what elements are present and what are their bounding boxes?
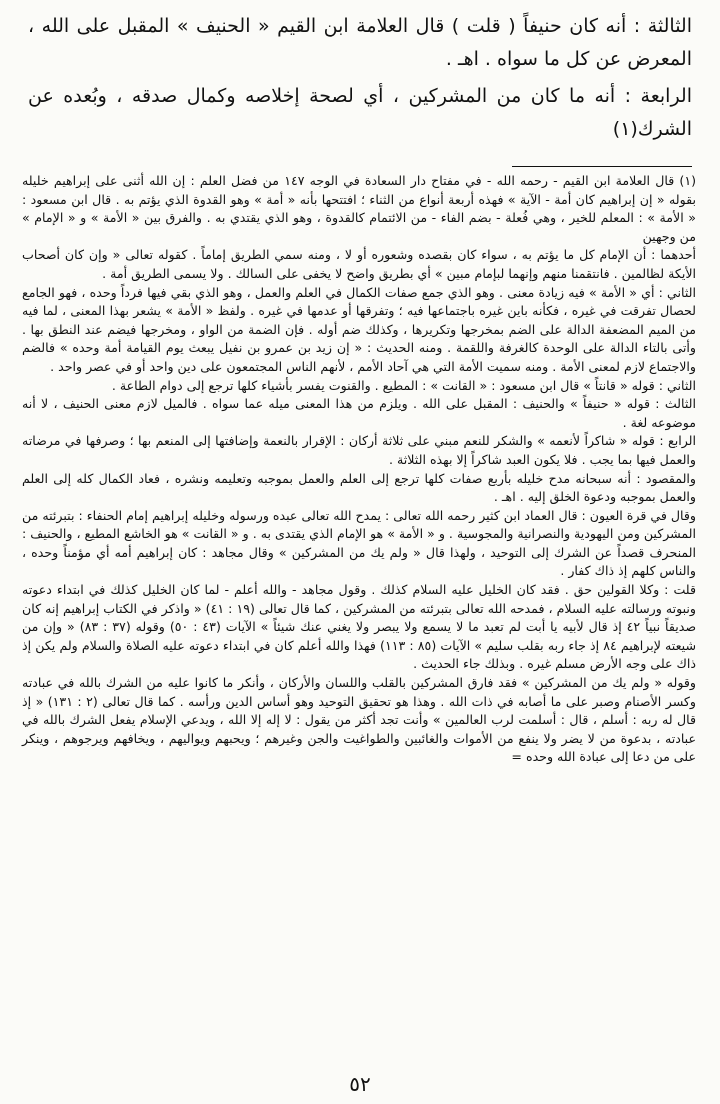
- footnote-paragraph: قلت : وكلا القولين حق . فقد كان الخليل عليه السلام كذلك . وقول مجاهد - والله أعلم - لما كان الخليل كذلك في ابتداء دعوته ونبوته ورسالته عليه السلام ، فمدحه الله تعالى بتبرئته من المشركين ، كما قال تعالى (١٩ : ٤١) « واذكر في الكتاب إبراهيم إنه كان صديقاً نبياً ٤٢ إذ قال لأبيه يا أبت لم تعبد ما لا يسمع ولا يبصر ولا يغني عنك شيئاً » الآيات (٤٣ : ٥٠) وقوله (٣٧ : ٨٣) « وإن من شيعته لإبراهيم ٨٤ إذ جاء ربه بقلب سليم » الآيات (٨٥ : ١١٣) فهذا والله أعلم كان في ابتداء دعوته عليه الصلاة والسلام ولم يكن إذ ذاك على وجه الأرض مسلم غيره . وبذلك جاء الحديث .: [22, 582, 697, 672]
- footnote-paragraph: والمقصود : أنه سبحانه مدح خليله بأربع صفات كلها ترجع إلى العلم والعمل بموجبه وتعليمه ونشره ، فعاد الكمال كله إلى العلم والعمل بموجبه ودعوة الخلق إليه . اهـ .: [22, 470, 696, 505]
- footnote-paragraph: وقال في قرة العيون : قال العماد ابن كثير رحمه الله تعالى : يمدح الله تعالى عبده ورسوله وخليله إبراهيم إمام الحنفاء : بتبرئته من المشركين ومن اليهودية والنصرانية والمجوسية . و « الأمة » هو الإمام الذي يقتدى به . و « القانت » هو الخاشع المطيع ، والحنيف : المنحرف قصداً عن الشرك إلى التوحيد ، ولهذا قال « ولم يك من المشركين » وقال مجاهد : كان إبراهيم أمه أي مؤمناً وحده ، والناس كلهم إذ ذاك كفار .: [22, 507, 696, 579]
- paragraph-third-trait: الثالثة : أنه كان حنيفاً ( قلت ) قال العلامة ابن القيم « الحنيف » المقبل على الله ، المعرض عن كل ما سواه . اهـ .: [28, 15, 692, 70]
- paragraph-fourth-trait: الرابعة : أنه ما كان من المشركين ، أي لصحة إخلاصه وكمال صدقه ، وبُعده عن الشرك(١): [28, 85, 692, 140]
- main-text: [28, 10, 692, 150]
- footnote-paragraph: وقوله « ولم يك من المشركين » فقد فارق المشركين بالقلب واللسان والأركان ، وأنكر ما كانوا عليه من الشرك بالله في عبادته وكسر الأصنام وصبر على ما أصابه في ذات الله . وهذا هو تحقيق التوحيد وهو أساس الدين ورأسه . كما قال تعالى (٢ : ١٣١) « إذ قال له ربه : أسلم ، قال : أسلمت لرب العالمين » وأنت تجد أكثر من يقول : لا إله إلا الله ، ويدعي الإسلام يفعل الشرك بالله في عبادته ، بدعوة من لا يضر ولا ينفع من الأموات والغائبين والطواغيت والجن وغيرهم ؛ ويحبهم ويواليهم ، ويخافهم ويرجوهم ، وينكر على من دعا إلى عبادة الله وحده =: [22, 675, 697, 765]
- footnotes: [22, 172, 696, 767]
- footnote-paragraph: الرابع : قوله « شاكراً لأنعمه » والشكر للنعم مبني على ثلاثة أركان : الإقرار بالنعمة وإضافتها إلى المنعم بها ؛ وصرفها في مرضاته والعمل فيها بما يجب . فلا يكون العبد شاكراً إلا بهذه الثلاثة .: [22, 433, 696, 467]
- footnote-paragraph: الثالث : قوله « حنيفاً » والحنيف : المقبل على الله . ويلزم من هذا المعنى ميله عما سواه . فالميل لازم معنى الحنيف ، لا أنه موضوعه لغة .: [22, 396, 696, 430]
- footnote-paragraph: الثاني : قوله « قانتاً » قال ابن مسعود : « القانت » : المطيع . والقنوت يفسر بأشياء كلها ترجع إلى دوام الطاعة .: [111, 377, 696, 393]
- footnote-paragraph: (١) قال العلامة ابن القيم - رحمه الله - في مفتاح دار السعادة في الوجه ١٤٧ من فضل العلم : إن الله أثنى على إبراهيم خليله بقوله « إن إبراهيم كان أمة - الآية » فهذه أربعة أنواع من الثناء ؛ افتتحها بأنه « أمة » وهو القدوة الذي يؤتم به . قال ابن مسعود : « الأمة » : المعلم للخير ، وهي فُعلة - بضم الفاء - من الائتمام كالقدوة ، وهو الذي يقتدي به . والفرق بين « الأمة » و « الإمام » من وجهين: [22, 173, 696, 244]
- footnote-paragraph: الثاني : أي « الأمة » فيه زيادة معنى . وهو الذي جمع صفات الكمال في العلم والعمل ، وهو الذي بقي فيها فرداً وحده ، فهو الجامع لحصال تفرقت في غيره ، فكأنه باين غيره باجتماعها فيه ؛ وتفرقها أو عدمها في غيره . ولفظ « الأمة » يشعر بهذا المعنى ، لما فيه من الميم المضعفة الدالة على الضم بمخرجها وتكريرها ، وكذلك ضم أوله . فإن الضمة من الواو ، ومخرجها فيضم عند النطق بها . وأتى بالتاء الدالة على الوحدة كالغرفة واللقمة . ومنه الحديث : « إن زيد بن عمرو بن نفيل يبعث يوم القيامة أمة وحده » فالضم والاجتماع لازم لمعنى الأمة . ومنه سميت الأمة التي هي آحاد الأمم ، لأنهم الناس المجتمعون على دين واحد أو في عصر واحد .: [22, 284, 696, 374]
- footnote-paragraph: أحدهما : أن الإمام كل ما يؤتم به ، سواء كان بقصده وشعوره أو لا ، ومنه سمي الطريق إماماً . كقوله تعالى « وإن كان أصحاب الأيكة لظالمين . فانتقمنا منهم وإنهما لبإمام مبين » أي بطريق واضح لا يخفى على السالك . ولا يسمى الطريق أمة .: [22, 247, 696, 281]
- page-number: ٥٢: [349, 1072, 371, 1096]
- footnote-separator: [512, 166, 692, 167]
